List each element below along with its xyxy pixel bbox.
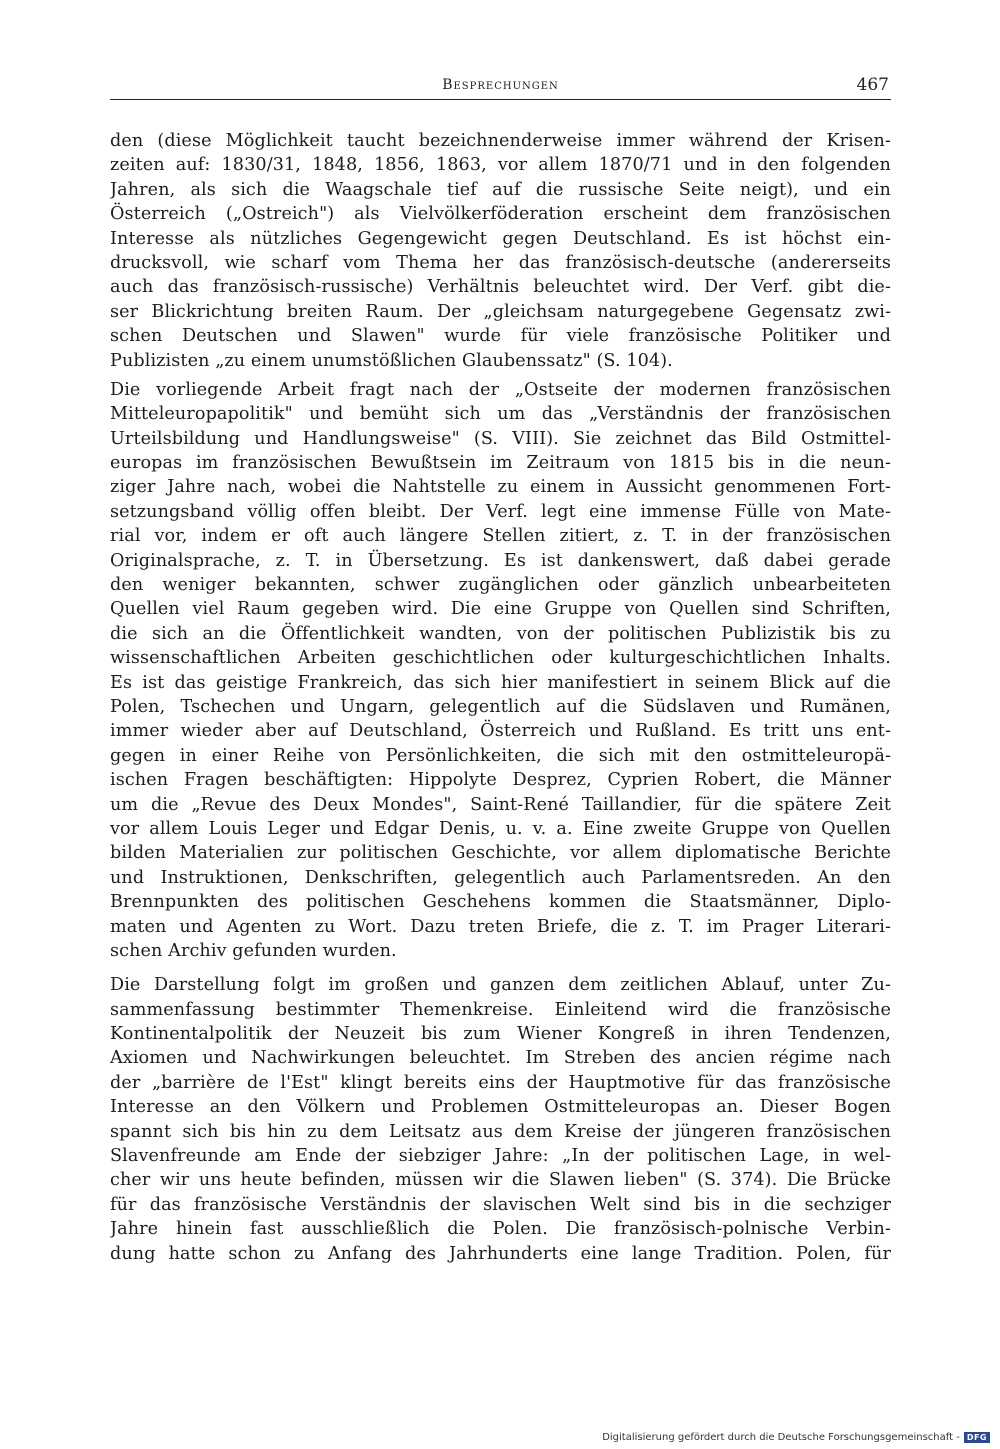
text-line: drucksvoll, wie scharf vom Thema her das französisch-deutsche (andererseits — [110, 252, 891, 273]
text-line: Polen, Tschechen und Ungarn, gelegentlich auf die Südslaven und Rumänen, — [110, 696, 891, 717]
text-line: ischen Fragen beschäftigten: Hippolyte Desprez, Cyprien Robert, die Männer — [110, 770, 891, 791]
text-line: Quellen viel Raum gegeben wird. Die eine Gruppe von Quellen sind Schriften, — [110, 599, 891, 620]
paragraph-1 — [110, 129, 891, 373]
text-line: sammenfassung bestimmter Themenkreise. Einleitend wird die französische — [110, 999, 891, 1020]
text-line: Brennpunkten des politischen Geschehens kommen die Staatsmänner, Diplo- — [110, 892, 891, 913]
text-line: europas im französischen Bewußtsein im Zeitraum von 1815 bis in die neun- — [110, 453, 891, 474]
text-line: dung hatte schon zu Anfang des Jahrhunderts eine lange Tradition. Polen, für — [110, 1243, 891, 1264]
text-line: Es ist das geistige Frankreich, das sich hier manifestiert in seinem Blick auf die — [110, 672, 891, 693]
running-head — [110, 77, 891, 100]
text-line: Originalsprache, z. T. in Übersetzung. Es ist dankenswert, daß dabei gerade — [110, 550, 891, 571]
text-line: Die Darstellung folgt im großen und ganzen dem zeitlichen Ablauf, unter Zu- — [110, 975, 891, 996]
text-line: Kontinentalpolitik der Neuzeit bis zum Wiener Kongreß in ihren Tendenzen, — [110, 1024, 891, 1045]
text-line: Axiomen und Nachwirkungen beleuchtet. Im Streben des ancien régime nach — [110, 1048, 891, 1069]
text-line: den (diese Möglichkeit taucht bezeichnenderweise immer während der Krisen- — [110, 131, 891, 151]
text-line: Slavenfreunde am Ende der siebziger Jahre: „In der politischen Lage, in wel- — [110, 1146, 891, 1167]
text-line: schen Archiv gefunden wurden. — [110, 940, 397, 961]
text-line: Jahren, als sich die Waagschale tief auf die russische Seite neigt), und ein — [110, 179, 891, 200]
digitization-credit — [602, 1432, 990, 1443]
text-line: vor allem Louis Leger und Edgar Denis, u. v. a. Eine zweite Gruppe von Quellen — [110, 818, 891, 839]
text-line: gegen in einer Reihe von Persönlichkeiten, die sich mit den ostmitteleuropä- — [110, 745, 891, 766]
text-line: Urteilsbildung und Handlungsweise" (S. VIII). Sie zeichnet das Bild Ostmittel- — [110, 428, 891, 449]
text-line: setzungsband völlig offen bleibt. Der Verf. legt eine immense Fülle von Mate- — [110, 501, 891, 522]
text-line: Interesse als nützliches Gegengewicht gegen Deutschland. Es ist höchst ein- — [110, 228, 891, 249]
text-line: die sich an die Öffentlichkeit wandten, von der politischen Publizistik bis zu — [110, 623, 891, 644]
text-line: Mitteleuropapolitik" und bemüht sich um das „Verständnis der französischen — [110, 404, 891, 425]
text-line: Interesse an den Völkern und Problemen Ostmitteleuropas an. Dieser Bogen — [110, 1097, 891, 1118]
page-number: 467 — [856, 75, 889, 95]
text-line: den weniger bekannten, schwer zugänglichen oder gänzlich unbearbeiteten — [110, 575, 891, 596]
dfg-logo-icon: DFG — [964, 1432, 990, 1443]
text-line: spannt sich bis hin zu dem Leitsatz aus dem Kreise der jüngeren französischen — [110, 1121, 891, 1142]
text-line: rial vor, indem er oft auch längere Stellen zitiert, z. T. in der französischen — [110, 526, 891, 547]
text-line: der „barrière de l'Est" klingt bereits eins der Hauptmotive für das französische — [110, 1072, 891, 1093]
running-title: Besprechungen — [442, 77, 559, 93]
paragraph-2 — [110, 378, 891, 963]
text-line: immer wieder aber auf Deutschland, Österreich und Rußland. Es tritt uns ent- — [110, 721, 891, 742]
text-line: wissenschaftlichen Arbeiten geschichtlichen oder kulturgeschichtlichen Inhalts. — [110, 648, 891, 669]
paragraph-3 — [110, 973, 891, 1266]
credit-text: Digitalisierung gefördert durch die Deutsche Forschungsgemeinschaft - — [602, 1432, 960, 1443]
text-line: Publizisten „zu einem unumstößlichen Glaubenssatz" (S. 104). — [110, 350, 673, 371]
text-line: ziger Jahre nach, wobei die Nahtstelle zu einem in Aussicht genommenen Fort- — [110, 477, 891, 498]
text-line: cher wir uns heute befinden, müssen wir die Slawen lieben" (S. 374). Die Brücke — [110, 1170, 891, 1191]
text-line: maten und Agenten zu Wort. Dazu treten Briefe, die z. T. im Prager Literari- — [110, 916, 891, 937]
text-line: Jahre hinein fast ausschließlich die Polen. Die französisch-polnische Verbin- — [110, 1219, 891, 1240]
text-line: Die vorliegende Arbeit fragt nach der „Ostseite der modernen französischen — [110, 379, 891, 400]
text-line: für das französische Verständnis der slavischen Welt sind bis in die sechziger — [110, 1194, 891, 1215]
text-line: auch das französisch-russische) Verhältnis beleuchtet wird. Der Verf. gibt die- — [110, 277, 891, 298]
text-line: zeiten auf: 1830/31, 1848, 1856, 1863, vor allem 1870/71 und in den folgenden — [110, 155, 891, 176]
text-line: ser Blickrichtung breiten Raum. Der „gleichsam naturgegebene Gegensatz zwi- — [110, 301, 891, 322]
text-line: schen Deutschen und Slawen" wurde für viele französische Politiker und — [110, 326, 891, 347]
text-line: und Instruktionen, Denkschriften, gelegentlich auch Parlamentsreden. An den — [110, 867, 891, 888]
text-line: um die „Revue des Deux Mondes", Saint-René Taillandier, für die spätere Zeit — [110, 794, 891, 815]
text-line: bilden Materialien zur politischen Geschichte, vor allem diplomatische Berichte — [110, 843, 891, 864]
body-text — [110, 129, 891, 1271]
text-line: Österreich („Ostreich") als Vielvölkerföderation erscheint dem französischen — [110, 204, 891, 225]
